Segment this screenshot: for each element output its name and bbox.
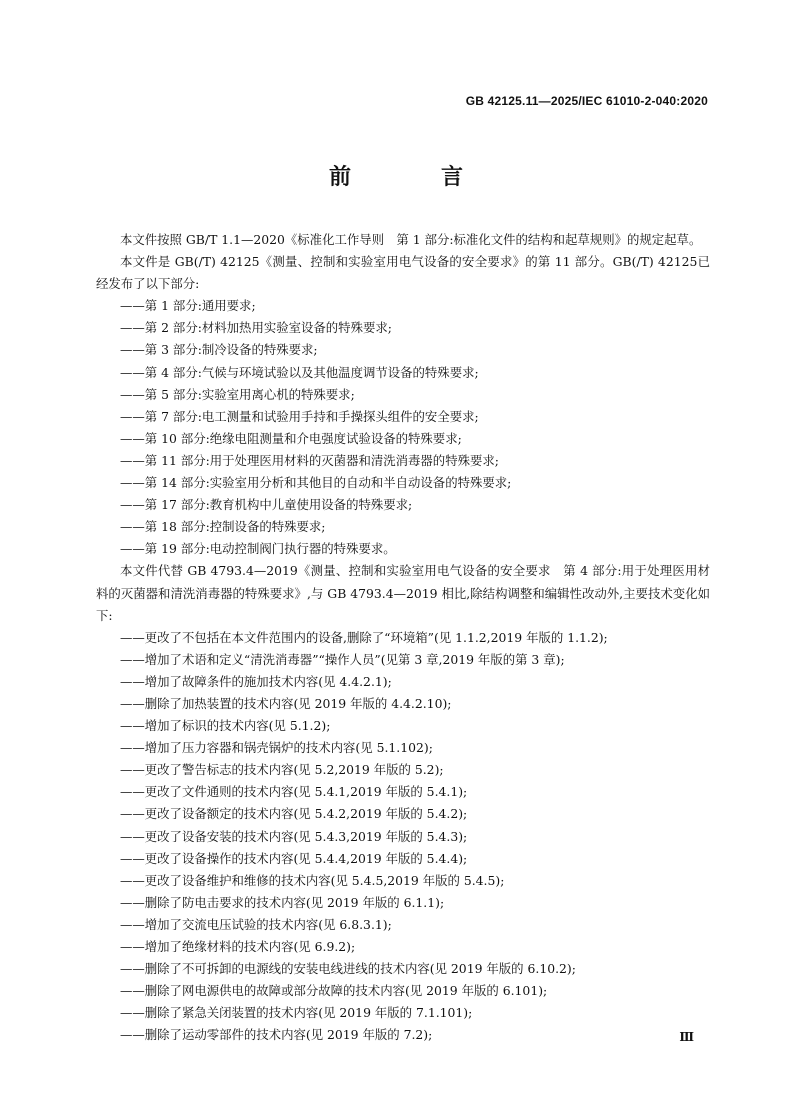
list-item: ——更改了设备额定的技术内容(见 5.4.2,2019 年版的 5.4.2); [120,806,468,822]
list-item: ——第 19 部分:电动控制阀门执行器的特殊要求。 [120,541,396,557]
list-item: ——更改了文件通则的技术内容(见 5.4.1,2019 年版的 5.4.1); [120,784,468,800]
list-item: ——删除了加热装置的技术内容(见 2019 年版的 4.4.2.10); [120,695,452,711]
list-item: ——更改了不包括在本文件范围内的设备,删除了“环境箱”(见 1.1.2,2019 年版的 1.1.2); [120,629,608,645]
list-item: ——删除了防电击要求的技术内容(见 2019 年版的 6.1.1); [120,894,445,910]
list-item: ——更改了警告标志的技术内容(见 5.2,2019 年版的 5.2); [120,762,444,778]
paragraph-replacement-notice: 本文件代替 GB 4793.4—2019《测量、控制和实验室用电气设备的安全要求 第 4 部分:用于处理医用材料的灭菌器和清洗消毒器的特殊要求》,与 GB 4793.4—2019 相比,除结构调整和编辑性改动外,主要技术变化如下: [96,563,710,623]
paragraph-series-intro: 本文件是 GB(/T) 42125《测量、控制和实验室用电气设备的安全要求》的第 11 部分。GB(/T) 42125已经发布了以下部分: [96,254,710,292]
list-item: ——第 10 部分:绝缘电阻测量和介电强度试验设备的特殊要求; [120,430,462,446]
list-item: ——第 5 部分:实验室用离心机的特殊要求; [120,386,355,402]
parts-list [96,295,710,560]
page-number: Ⅲ [679,1030,694,1044]
list-item: ——更改了设备安装的技术内容(见 5.4.3,2019 年版的 5.4.3); [120,828,468,844]
paragraph-drafting-rules: 本文件按照 GB/T 1.1—2020《标准化工作导则 第 1 部分:标准化文件的结构和起草规则》的规定起草。 [120,232,702,247]
list-item: ——第 7 部分:电工测量和试验用手持和手操探头组件的安全要求; [120,408,479,424]
list-item: ——第 18 部分:控制设备的特殊要求; [120,519,326,535]
list-item: ——第 2 部分:材料加热用实验室设备的特殊要求; [120,320,392,336]
list-item: ——删除了运动零部件的技术内容(见 2019 年版的 7.2); [120,1027,433,1043]
technical-changes-list [96,627,710,1047]
list-item: ——增加了标识的技术内容(见 5.1.2); [120,718,331,734]
list-item: ——增加了交流电压试验的技术内容(见 6.8.3.1); [120,916,392,932]
list-item: ——删除了不可拆卸的电源线的安装电线进线的技术内容(见 2019 年版的 6.10.2); [120,961,576,977]
list-item: ——第 1 部分:通用要求; [120,298,256,314]
list-item: ——第 11 部分:用于处理医用材料的灭菌器和清洗消毒器的特殊要求; [120,452,499,468]
list-item: ——更改了设备操作的技术内容(见 5.4.4,2019 年版的 5.4.4); [120,850,468,866]
list-item: ——增加了术语和定义“清洗消毒器”“操作人员”(见第 3 章,2019 年版的第 3 章); [120,651,565,667]
list-item: ——增加了故障条件的施加技术内容(见 4.4.2.1); [120,673,392,689]
list-item: ——第 14 部分:实验室用分析和其他目的自动和半自动设备的特殊要求; [120,475,512,491]
list-item: ——第 4 部分:气候与环境试验以及其他温度调节设备的特殊要求; [120,364,479,380]
list-item: ——第 17 部分:教育机构中儿童使用设备的特殊要求; [120,497,413,513]
list-item: ——删除了网电源供电的故障或部分故障的技术内容(见 2019 年版的 6.101); [120,983,548,999]
list-item: ——第 3 部分:制冷设备的特殊要求; [120,342,318,358]
list-item: ——更改了设备维护和维修的技术内容(见 5.4.5,2019 年版的 5.4.5); [120,872,505,888]
page-title: 前 言 [328,164,497,190]
standard-code-header: GB 42125.11—2025/IEC 61010-2-040:2020 [465,94,708,108]
list-item: ——增加了绝缘材料的技术内容(见 6.9.2); [120,939,356,954]
list-item: ——增加了压力容器和锅壳锅炉的技术内容(见 5.1.102); [120,740,433,756]
list-item: ——删除了紧急关闭装置的技术内容(见 2019 年版的 7.1.101); [120,1005,473,1021]
document-body [96,229,710,1046]
